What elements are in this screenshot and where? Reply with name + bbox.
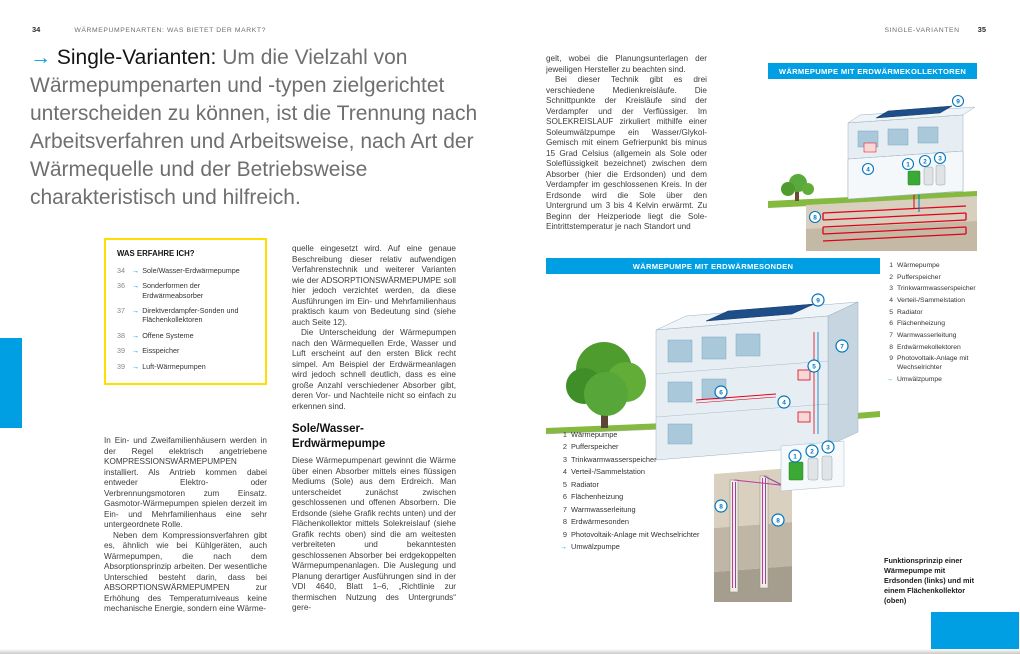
legend-label: Pufferspeicher xyxy=(571,442,619,452)
window xyxy=(918,127,938,143)
svg-text:8: 8 xyxy=(813,214,817,222)
legend-label: Wärmepumpe xyxy=(897,262,940,269)
toc-item xyxy=(117,346,257,355)
legend-number: 6 xyxy=(889,320,893,328)
legend-item xyxy=(884,309,984,317)
legend-label: Umwälzpumpe xyxy=(571,541,620,551)
legend-label: Radiator xyxy=(571,479,599,489)
legend-item xyxy=(558,517,708,526)
svg-text:1: 1 xyxy=(793,453,797,461)
legend-probes xyxy=(558,430,708,554)
svg-text:4: 4 xyxy=(782,399,786,407)
window xyxy=(702,337,726,359)
body-paragraph: quelle eingesetzt wird. Auf eine genaue Beschreibung dieser relativ aufwendigen Verfahrenstechnik und weiterer Varianten wie der ADSORPTIONSWÄRMEPUMPE soll hier jedoch verzichtet werden, da diese Ausführungen im Ein- und Mehrfamilienhaus praktisch kaum von Bedeutung sind (siehe auch Seite 12). xyxy=(292,244,456,327)
window xyxy=(668,382,692,402)
diagram-collectors-title: WÄRMEPUMPE MIT ERDWÄRMEKOLLEKTOREN xyxy=(768,63,977,79)
radiator xyxy=(798,412,810,422)
legend-collectors xyxy=(884,262,984,387)
toc-page-number: 37 xyxy=(117,306,125,316)
svg-text:7: 7 xyxy=(840,343,844,351)
body-paragraph: Bei dieser Technik gibt es drei verschiedene Medienkreisläufe. Die Schnittpunkte der Kreisläufe sind der Verdampfer und der Verflüssiger. Im SOLEKREISLAUF zirkuliert mithilfe einer Soleumwälzpumpe ein Wasser/Glykol-Gemisch mit einem Gefrierpunkt bis minus 15 Grad Celsius (allgemein als Sole oder Soleflüssigkeit bezeichnet) zwischen dem Absorber (hier die Erdsonden) und dem Verdampfer im geschlossenen Kreis. In der Erdsonde wird die Sole über den Untergrund um 3 bis 4 Kelvin erwärmt. Zu Beginn der Heizperiode liegt die Sole-Eintrittstemperatur je nach Standort und xyxy=(546,75,707,231)
storage-tank xyxy=(822,456,832,480)
headline-text: Um die Vielzahl von Wärmepumpenarten und -typen zielgerichtet unterscheiden zu können, ist die Trennung nach Arbeitsverfahren und Arbeitsweise, nach Art der Wärmequelle und der Betriebsweise charakteristisch und hilfreich. xyxy=(30,46,478,209)
legend-item xyxy=(558,480,708,489)
legend-item xyxy=(884,376,984,384)
tree xyxy=(566,342,646,428)
body-paragraph: In Ein- und Zweifamilienhäusern werden in der Regel elektrisch angetriebene KOMPRESSIONSWÄRMEPUMPEN installiert. Als Antrieb kommen dabei entweder Elektro- oder Verbrennungsmotoren zum Einsatz. Gasmotor-Wärmepumpen spielen derzeit im Ein- und Mehrfamilienhaus eine sehr untergeordnete Rolle. xyxy=(104,436,267,529)
arrow-icon: → xyxy=(132,306,140,316)
bush xyxy=(781,174,814,201)
svg-text:8: 8 xyxy=(776,517,780,525)
arrow-icon: → xyxy=(132,330,140,340)
toc-label: Sole/Wasser-Erdwärmepumpe xyxy=(142,266,240,275)
toc-item xyxy=(117,362,257,371)
legend-label: Erdwärmesonden xyxy=(571,517,629,527)
accent-bar-corner xyxy=(931,612,1019,652)
window xyxy=(736,334,760,356)
page-number-right: 35 xyxy=(977,25,986,34)
legend-number: 4 xyxy=(889,297,893,305)
storage-tank xyxy=(924,167,933,185)
toc-label: Offene Systeme xyxy=(142,330,194,340)
toc-item xyxy=(117,266,257,275)
legend-number: 1 xyxy=(562,430,567,439)
toc-list xyxy=(117,266,257,371)
legend-item xyxy=(558,467,708,476)
body-column-left xyxy=(104,436,267,615)
toc-page-number: 38 xyxy=(117,330,125,340)
storage-tank xyxy=(808,458,818,480)
legend-number: → xyxy=(559,541,567,551)
legend-label: Pufferspeicher xyxy=(897,273,941,281)
legend-label: Warmwasserleitung xyxy=(571,504,636,514)
svg-text:9: 9 xyxy=(816,297,820,305)
legend-number: 6 xyxy=(562,492,567,502)
body-paragraph: Diese Wärmepumpenart gewinnt die Wärme über einen Absorber mittels eines flüssigen Mediums (Sole) aus dem Erdreich. Man unterscheidet zunächst zwischen geschlossenen und offenen Absorbern. Die Erdsonde (siehe Grafik rechts unten) und der Flächenkollektor mittels Solekreislauf (siehe Grafik rechts oben) sind die am weitesten verbreiteten und bekanntesten geschlossenen Absorber bei erdgekoppelten Wärmepumpenanlagen. Die Auslegung und Planung derartiger Ausführungen sind in der VDI 4640, Blatt 1–6, „Richtlinie zur thermischen Nutzung des Untergrunds“ gere- xyxy=(292,456,456,613)
soil-column xyxy=(714,468,792,602)
svg-text:5: 5 xyxy=(812,363,816,371)
body-paragraph: Neben dem Kompressionsverfahren gibt es, ähnlich wie bei Kühlgeräten, auch Wärmepumpen, die nach dem Absorptionsprinzip arbeiten. Der wesentliche Unterschied besteht darin, dass bei ABSORPTIONSWÄRMEPUMPEN zur Erhöhung des Temperaturniveaus keine mechanische Energie, sondern eine Wärme- xyxy=(104,530,267,613)
legend-label: Verteil-/Sammelstation xyxy=(571,467,645,477)
legend-item xyxy=(558,542,708,551)
toc-page-number: 36 xyxy=(117,281,125,291)
collectors-illustration xyxy=(768,79,977,257)
legend-item xyxy=(558,492,708,501)
house-collectors xyxy=(848,106,975,199)
figure-caption: Funktionsprinzip einer Wärmepumpe mit Erdsonden (links) und mit einem Flächenkollektor (oben) xyxy=(884,556,974,606)
svg-text:2: 2 xyxy=(923,158,927,166)
toc-label: Eisspeicher xyxy=(142,346,180,356)
legend-number: 5 xyxy=(889,308,893,316)
running-title-right: SINGLE-VARIANTEN xyxy=(884,27,960,34)
svg-text:3: 3 xyxy=(826,444,830,452)
toc-page-number: 39 xyxy=(117,346,125,356)
legend-label: Erdwärmekollektoren xyxy=(897,343,961,351)
diagram-probes-title: WÄRMEPUMPE MIT ERDWÄRMESONDEN xyxy=(546,258,880,274)
diagram-collectors xyxy=(768,63,977,257)
toc-item xyxy=(117,331,257,340)
arrow-icon: → xyxy=(132,281,140,291)
toc-label: Sonderformen der Erdwärmeabsorber xyxy=(142,281,204,300)
body-paragraph: Die Unterscheidung der Wärmepumpen nach den Wärmequellen Erde, Wasser und Luft erscheint auf den ersten Blick recht simpel. Am Beispiel der Erdwärmeanlagen wird jedoch schnell deutlich, dass es eine große Anzahl verschiedener Absorber gibt, deren Vor- und Nachteile nicht so einfach zu erkennen sind. xyxy=(292,328,456,411)
legend-label: Verteil-/Sammelstation xyxy=(897,297,965,305)
legend-label: Radiator xyxy=(897,308,923,316)
accent-bar-left xyxy=(0,338,22,428)
legend-item xyxy=(558,455,708,464)
section-heading: Sole/Wasser-Erdwärmepumpe xyxy=(292,423,386,450)
svg-text:9: 9 xyxy=(956,98,960,106)
arrow-icon: → xyxy=(132,266,140,275)
legend-label: Trinkwarmwasserspeicher xyxy=(897,285,976,293)
legend-number: 8 xyxy=(562,517,567,527)
storage-tank xyxy=(936,165,945,185)
arrow-icon: → xyxy=(132,346,140,356)
radiator xyxy=(798,370,810,380)
legend-number: → xyxy=(886,375,893,383)
legend-item xyxy=(884,332,984,340)
legend-item xyxy=(884,297,984,305)
body-paragraph: gelt, wobei die Planungsunterlagen der jeweiligen Hersteller zu beachten sind. xyxy=(546,54,707,74)
legend-number: 9 xyxy=(889,355,893,363)
legend-item xyxy=(558,442,708,451)
running-head-right xyxy=(884,25,986,34)
legend-number: 4 xyxy=(562,467,567,477)
radiator xyxy=(864,143,876,152)
svg-text:6: 6 xyxy=(719,389,723,397)
heat-pump-unit xyxy=(908,171,920,185)
toc-title: WAS ERFAHRE ICH? xyxy=(117,249,195,258)
legend-number: 1 xyxy=(889,262,893,269)
legend-number: 7 xyxy=(889,332,893,340)
svg-text:8: 8 xyxy=(719,503,723,511)
legend-item xyxy=(884,262,984,270)
window xyxy=(668,340,692,362)
svg-text:3: 3 xyxy=(938,155,942,163)
legend-item xyxy=(884,355,984,372)
toc-label: Luft-Wärmepumpen xyxy=(142,361,206,371)
legend-number: 5 xyxy=(562,479,567,489)
toc-box xyxy=(104,238,267,385)
legend-label: Photovoltaik-Anlage mit Wechselrichter xyxy=(571,529,700,539)
legend-item xyxy=(558,430,708,439)
legend-item xyxy=(558,505,708,514)
legend-number: 3 xyxy=(562,454,567,464)
legend-label: Umwälzpumpe xyxy=(897,375,942,383)
heat-pump-unit xyxy=(789,462,803,480)
legend-item xyxy=(558,530,708,539)
headline xyxy=(30,44,478,212)
toc-label: Direktverdampfer-Sonden und Flächenkollektoren xyxy=(142,306,239,325)
arrow-icon: → xyxy=(132,361,140,371)
legend-label: Wärmepumpe xyxy=(571,430,618,439)
legend-number: 3 xyxy=(889,285,893,293)
legend-label: Warmwasserleitung xyxy=(897,332,957,340)
legend-label: Flächenheizung xyxy=(897,320,945,328)
legend-item xyxy=(884,344,984,352)
running-head-left xyxy=(32,25,266,34)
page-edge-shadow xyxy=(0,649,1020,654)
svg-text:2: 2 xyxy=(810,448,814,456)
running-title-left: WÄRMEPUMPENARTEN: WAS BIETET DER MARKT? xyxy=(74,27,267,34)
legend-number: 7 xyxy=(562,504,567,514)
body-column-middle xyxy=(292,244,456,614)
legend-label: Trinkwarmwasserspeicher xyxy=(571,454,657,464)
toc-page-number: 34 xyxy=(117,266,125,275)
headline-lead: Single-Varianten: xyxy=(56,46,217,69)
toc-item xyxy=(117,306,257,325)
toc-page-number: 39 xyxy=(117,361,125,371)
window xyxy=(888,129,908,145)
legend-item xyxy=(884,320,984,328)
legend-number: 9 xyxy=(562,529,567,539)
legend-label: Flächenheizung xyxy=(571,492,624,502)
svg-text:4: 4 xyxy=(866,166,870,174)
body-column-right xyxy=(546,54,707,233)
legend-number: 8 xyxy=(889,343,893,351)
legend-item xyxy=(884,285,984,293)
svg-text:1: 1 xyxy=(906,161,910,169)
toc-item xyxy=(117,281,257,300)
arrow-icon: → xyxy=(30,46,51,69)
legend-number: 2 xyxy=(889,273,893,281)
page-number-left: 34 xyxy=(32,25,41,34)
legend-item xyxy=(884,274,984,282)
legend-label: Photovoltaik-Anlage mit Wechselrichter xyxy=(897,355,969,371)
legend-number: 2 xyxy=(562,442,567,452)
